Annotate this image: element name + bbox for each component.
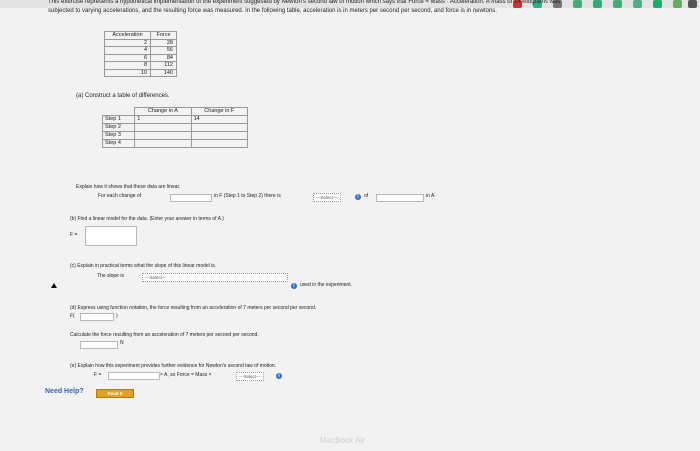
increase-select[interactable]: ---Select--- bbox=[313, 193, 341, 202]
force-cell: 84 bbox=[151, 54, 177, 62]
explain-linear-text: Explain how it shows that these data are linear. bbox=[76, 184, 181, 190]
g-icon[interactable] bbox=[673, 0, 682, 8]
change-of-input[interactable] bbox=[170, 194, 212, 202]
accel-cell: 2 bbox=[105, 39, 151, 47]
fn-prefix: F( bbox=[70, 313, 75, 319]
part-b-title: (b) Find a linear model for the data. (Enter your answer in terms of A.) bbox=[70, 216, 224, 222]
force-cell: 56 bbox=[151, 47, 177, 55]
change-f-input[interactable] bbox=[191, 132, 247, 140]
in-a-text: in A. bbox=[426, 193, 436, 199]
f-equals-label: F = bbox=[70, 232, 78, 238]
e-mid-text: × A, so Force = Mass × bbox=[160, 372, 212, 378]
part-a-title: (a) Construct a table of differences. bbox=[76, 93, 170, 99]
accel-cell: 8 bbox=[105, 62, 151, 70]
accel-cell: 10 bbox=[105, 69, 151, 77]
share-icon[interactable] bbox=[633, 0, 642, 8]
header-change-a: Change in A bbox=[135, 108, 191, 116]
g-icon[interactable] bbox=[613, 0, 622, 8]
part-e-title: (e) Explain how this experiment provides further evidence for Newton's second law of motion. bbox=[70, 363, 277, 369]
g-icon[interactable] bbox=[573, 0, 582, 8]
row-label-step-2: Step 2 bbox=[103, 124, 135, 132]
need-help-label: Need Help? bbox=[45, 388, 84, 395]
macbook-label: MacBook Air bbox=[320, 436, 365, 445]
row-label-step-1: Step 1 bbox=[103, 116, 135, 124]
info-icon[interactable]: i bbox=[291, 283, 297, 289]
change-f-input[interactable] bbox=[191, 140, 247, 148]
change-a-input[interactable]: 1 bbox=[135, 116, 191, 124]
corner-cell bbox=[103, 108, 135, 116]
green-icon[interactable] bbox=[653, 0, 662, 8]
mouse-cursor-icon bbox=[51, 283, 57, 288]
data-table bbox=[104, 31, 177, 77]
accel-cell: 6 bbox=[105, 54, 151, 62]
change-a-input[interactable] bbox=[135, 140, 191, 148]
part-c-title: (c) Explain in practical terms what the slope of this linear model is. bbox=[70, 263, 217, 269]
intro-line-1: This exercise represents a hypothetical implementation of the experiment suggested by Newton's second law of motion which says that Force = Mass · Acceleration. A mass of 14 kilograms was bbox=[48, 0, 561, 5]
header-change-f: Change in F bbox=[191, 108, 247, 116]
law-select[interactable]: ---Select--- bbox=[236, 372, 264, 381]
function-input[interactable] bbox=[80, 313, 114, 321]
e-f-equals: F = bbox=[94, 372, 102, 378]
force-cell: 28 bbox=[151, 39, 177, 47]
accel-cell: 4 bbox=[105, 47, 151, 55]
extension-icon[interactable] bbox=[688, 0, 697, 8]
part-d-title: (d) Express using function notation, the force resulting from an acceleration of 7 meters per second per second. bbox=[70, 305, 317, 311]
force-cell: 112 bbox=[151, 62, 177, 70]
calc-text: Calculate the force resulting from an acceleration of 7 meters per second per second. bbox=[70, 332, 259, 338]
info-icon[interactable]: i bbox=[355, 194, 361, 200]
change-f-input[interactable] bbox=[191, 124, 247, 132]
info-icon[interactable]: i bbox=[276, 373, 282, 379]
slope-select[interactable]: ---Select--- bbox=[142, 273, 288, 282]
row-label-step-4: Step 4 bbox=[103, 140, 135, 148]
intro-line-2: subjected to varying accelerations, and the resulting force was measured. In the following table, acceleration is in meters per second per second, and force is in newtons. bbox=[48, 8, 497, 14]
linear-model-input[interactable] bbox=[85, 226, 137, 246]
change-a-input[interactable] bbox=[135, 132, 191, 140]
amount-input[interactable] bbox=[376, 194, 424, 202]
differences-table bbox=[102, 107, 248, 148]
header-force: Force bbox=[151, 32, 177, 40]
used-text: used in the experiment. bbox=[300, 282, 352, 288]
force-cell: 140 bbox=[151, 69, 177, 77]
for-each-text: For each change of bbox=[98, 193, 142, 199]
force-input[interactable] bbox=[80, 341, 118, 349]
header-acceleration: Acceleration bbox=[105, 32, 151, 40]
slope-text: The slope is bbox=[97, 273, 124, 279]
row-label-step-3: Step 3 bbox=[103, 132, 135, 140]
read-it-button[interactable]: Read It bbox=[96, 389, 134, 398]
step-text: in F (Step 1 to Step 2) there is bbox=[214, 193, 281, 199]
change-f-input[interactable]: 14 bbox=[191, 116, 247, 124]
of-text: of bbox=[364, 193, 369, 199]
app-icon[interactable] bbox=[593, 0, 602, 8]
fn-suffix: ) bbox=[116, 313, 118, 319]
unit-n: N bbox=[120, 340, 124, 346]
mass-input[interactable] bbox=[108, 372, 160, 380]
change-a-input[interactable] bbox=[135, 124, 191, 132]
